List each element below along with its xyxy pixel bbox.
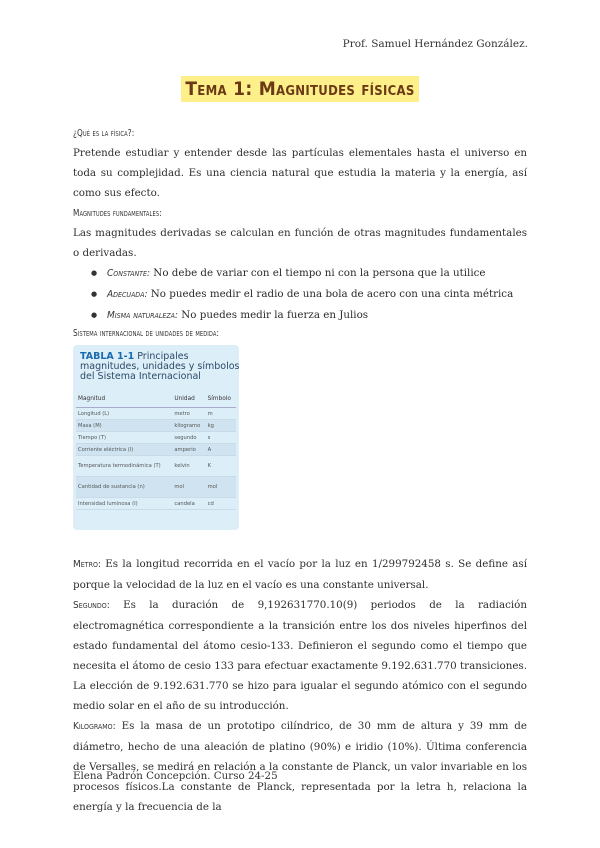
paragraph-metro [73,554,527,595]
table-cell: Longitud (L) [76,408,172,420]
header-author: Prof. Samuel Hernández González. [342,38,528,50]
section-what-is-physics [73,128,527,203]
si-table [76,391,236,510]
paragraph-physics: Pretende estudiar y entender desde las partículas elementales hasta el universo en toda su complejidad. Es una ciencia natural que estudia la materia y la energía, así como sus efecto. [73,147,527,199]
table-cell: cd [206,498,236,510]
paragraph-kilogramo [73,716,527,817]
list-item [91,263,527,284]
table-header-row [76,391,236,408]
table-cell: mol [172,477,205,498]
paragraph-magnitudes: Las magnitudes derivadas se calculan en función de otras magnitudes fundamentales o derivadas. [73,227,527,259]
bullet-text: No puedes medir la fuerza en Julios [178,309,369,321]
table-cell: kelvin [172,456,205,477]
unit-term: Metro: [73,559,101,570]
table-cell: A [206,444,236,456]
section-fundamental-magnitudes [73,208,527,326]
table-cell: m [206,408,236,420]
table-row [76,432,236,444]
table-cell: K [206,456,236,477]
section-heading-physics: ¿Qué es la física?: [73,128,135,139]
bullet-term: Constante: [107,268,151,279]
si-table-figure [73,345,239,530]
title-wrap [0,76,600,102]
list-item [91,284,527,305]
si-table-number: TABLA 1-1 [80,351,135,362]
unit-text: Es la longitud recorrida en el vacío por la luz en 1/299792458 s. Se define así porque la velocidad de la luz en el vacío es una constante universal. [73,558,527,591]
bullet-term: Misma naturaleza: [107,310,178,321]
unit-term: Kilogramo: [73,721,116,732]
section-si-units [73,328,527,339]
table-cell: amperio [172,444,205,456]
paragraph-segundo [73,595,527,716]
table-cell: s [206,432,236,444]
table-header: Magnitud [76,391,172,408]
table-cell: metro [172,408,205,420]
unit-term: Segundo: [73,600,110,611]
table-cell: mol [206,477,236,498]
table-cell: kilogramo [172,420,205,432]
table-row [76,408,236,420]
unit-text: Es la masa de un prototipo cilíndrico, de 30 mm de altura y 39 mm de diámetro, hecho de una aleación de platino (90%) e iridio (10%). Última conferencia de Versalles, se medirá en relación a la constante de Planck, un valor invariable en los procesos físicos.La constante de Planck, representada por la letra h, relaciona la energía y la frecuencia de la [73,720,527,813]
magnitude-properties-list [73,263,527,326]
si-table-caption [80,352,240,382]
table-row [76,498,236,510]
list-item [91,305,527,326]
si-table-title: Principales magnitudes, unidades y símbolos del Sistema Internacional [80,351,240,382]
table-cell: candela [172,498,205,510]
table-header: Unidad [172,391,205,408]
table-cell: Temperatura termodinámica (T) [76,456,172,477]
table-row [76,420,236,432]
page-title: Tema 1: Magnitudes físicas [181,76,418,102]
unit-text: Es la duración de 9,192631770.10(9) periodos de la radiación electromagnética correspondiente a la transición entre los dos niveles hiperfinos del estado fundamental del átomo cesio-133. Definieron el segundo como el tiempo que necesita el átomo de cesio 133 para efectuar exactamente 9.192.631.770 transiciones. La elección de 9.192.631.770 se hizo para igualar el segundo atómico con el segundo medio solar en el año de su introducción. [73,599,527,712]
table-cell: Cantidad de sustancia (n) [76,477,172,498]
footer-text: Elena Padrón Concepción. Curso 24-25 [73,770,278,782]
table-row [76,444,236,456]
bullet-text: No puedes medir el radio de una bola de acero con una cinta métrica [147,288,514,300]
table-cell: Intensidad luminosa (I) [76,498,172,510]
section-heading-si: Sistema internacional de unidades de medida: [73,328,220,339]
table-header: Símbolo [206,391,236,408]
table-row [76,456,236,477]
bullet-text: No debe de variar con el tiempo ni con la persona que la utilice [150,267,486,279]
table-cell: Masa (M) [76,420,172,432]
table-cell: kg [206,420,236,432]
bullet-term: Adecuada: [107,289,148,300]
table-cell: Tiempo (T) [76,432,172,444]
table-row [76,477,236,498]
section-heading-magnitudes: Magnitudes fundamentales: [73,208,162,219]
table-cell: Corriente eléctrica (I) [76,444,172,456]
table-cell: segundo [172,432,205,444]
